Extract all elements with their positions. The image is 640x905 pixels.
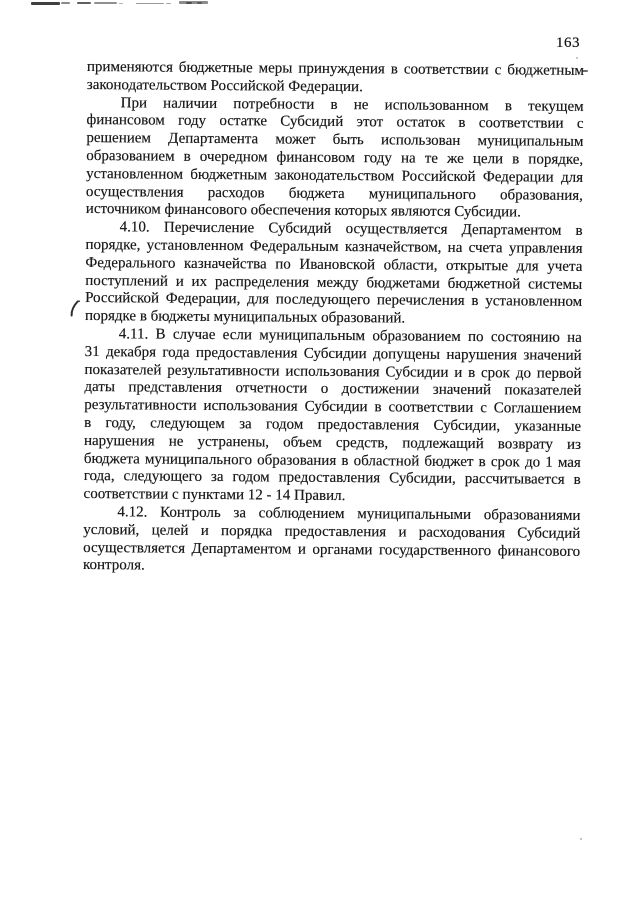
text-line: 4.10. Перечисление Субсидий осуществляется Департаментом в <box>119 219 583 240</box>
scan-speck <box>576 57 578 59</box>
text-line: поступлений и их распределения между бюджетами бюджетной системы <box>85 272 583 293</box>
text-line: финансовом году остатке Субсидий этот остаток в соответствии с <box>86 112 584 133</box>
text-line: Федерального казначейства по Ивановской области, открытые для учета <box>85 254 583 275</box>
page-number: 163 <box>556 35 580 51</box>
scan-artifact-segment <box>186 2 192 4</box>
scan-artifact-segment <box>179 1 208 4</box>
scan-artifact-segment <box>197 2 202 4</box>
text-line: применяются бюджетные меры принуждения в соответствии с бюджетным <box>86 59 584 79</box>
scan-artifact-segment <box>166 3 171 5</box>
text-line: решением Департамента может быть использован муниципальным <box>86 130 584 151</box>
text-line: осуществляется Департаментом и органами государственного финансового <box>83 539 581 560</box>
scan-artifact-segment <box>94 2 117 4</box>
document-text <box>83 59 584 579</box>
text-line: законодательством Российской Федерации. <box>86 76 363 95</box>
pen-mark-icon <box>69 299 81 318</box>
text-line: контроля. <box>82 557 145 574</box>
text-line: соответствии с пунктами 12 - 14 Правил. <box>83 486 346 505</box>
text-line: в году, следующем за годом предоставления Субсидии, указанные <box>84 414 582 435</box>
scan-artifact-segment <box>136 3 164 5</box>
text-line: Российской Федерации, для последующего перечисления в установленном <box>85 290 583 311</box>
scan-artifact-segment <box>119 3 123 5</box>
text-line: установленном бюджетным законодательством Российской Федерации для <box>86 165 584 186</box>
text-line: года, следующего за годом предоставления Субсидии, рассчитывается в <box>83 468 581 489</box>
scan-artifact-segment <box>31 2 60 5</box>
text-line: нарушения не устранены, объем средств, подлежащий возврату из <box>83 432 582 453</box>
scan-artifact-segment <box>61 2 70 4</box>
text-line: 31 декабря года предоставления Субсидии допущены нарушения значений <box>84 343 582 364</box>
text-line: 4.12. Контроль за соблюдением муниципальными образованиями <box>117 504 581 524</box>
text-line: показателей результативности использования Субсидии и в срок до первой <box>84 361 582 382</box>
text-line: условий, целей и порядка предоставления и расходования Субсидий <box>83 521 581 542</box>
scan-speck <box>580 838 582 840</box>
scan-artifact-segment <box>77 2 91 5</box>
text-line: 4.11. В случае если муниципальным образованием по состоянию на <box>118 326 582 346</box>
text-line: даты представления отчетности о достижении значений показателей <box>84 379 582 400</box>
text-line: При наличии потребности в не использованном в текущем <box>120 94 584 115</box>
text-line: источником финансового обеспечения которых являются Субсидии. <box>85 201 521 221</box>
text-line: порядке в бюджеты муниципальных образований. <box>84 308 406 327</box>
text-line: осуществления расходов бюджета муниципального образования, <box>85 183 584 204</box>
text-line: порядке, установленном Федеральным казначейством, на счета управления <box>85 236 583 257</box>
text-line: образованием в очередном финансовом году на те же цели в порядке, <box>86 147 584 168</box>
text-line: результативности использования Субсидии в соответствии с Соглашением <box>84 397 582 418</box>
text-line: бюджета муниципального образования в областной бюджет в срок до 1 мая <box>83 450 581 471</box>
